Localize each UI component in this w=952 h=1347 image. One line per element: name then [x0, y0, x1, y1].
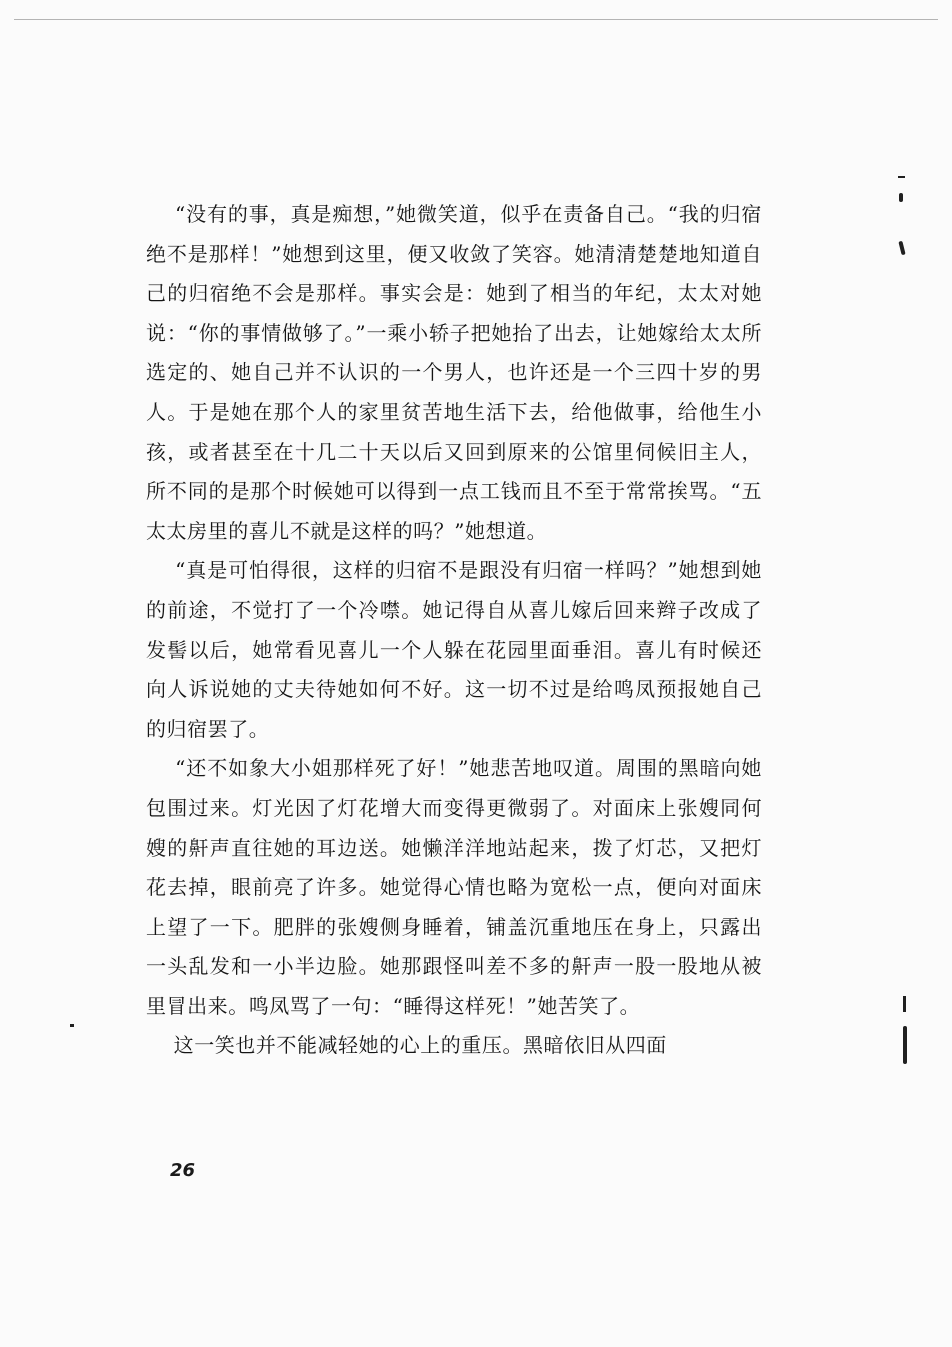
page-number: 26: [170, 1160, 196, 1181]
scan-mark: [903, 1026, 907, 1064]
paragraph-2: “真是可怕得很，这样的归宿不是跟没有归宿一样吗？”她想到她的前途，不觉打了一个冷噤。她记得自从喜儿嫁后回来辫子改成了发髻以后，她常看见喜儿一个人躲在花园里面垂泪。喜儿有时候还向人诉说她的丈夫待她如何不好。这一切不过是给鸣凤预报她自己的归宿罢了。: [146, 558, 762, 741]
scan-mark: [898, 241, 905, 256]
scan-speck: [70, 1024, 74, 1027]
scan-mark: [898, 176, 905, 178]
paragraph-3: “还不如象大小姐那样死了好！”她悲苦地叹道。周围的黑暗向她包围过来。灯光因了灯花增大而变得更微弱了。对面床上张嫂同何嫂的鼾声直往她的耳边送。她懒洋洋地站起来，拨了灯芯，又把灯花去掉，眼前亮了许多。她觉得心情也略为宽松一点，便向对面床上望了一下。肥胖的张嫂侧身睡着，铺盖沉重地压在身上，只露出一头乱发和一小半边脸。她那跟怪叫差不多的鼾声一股一股地从被里冒出来。鸣凤骂了一句：“睡得这样死！”她苦笑了。: [146, 756, 762, 1018]
body-text: [146, 195, 762, 1066]
top-rule: [14, 19, 938, 20]
scan-mark: [899, 193, 903, 202]
paragraph-4: 这一笑也并不能减轻她的心上的重压。黑暗依旧从四面: [146, 1033, 667, 1058]
scan-mark: [903, 996, 906, 1012]
paragraph-1: “没有的事，真是痴想，”她微笑道，似乎在责备自己。“我的归宿绝不是那样！”她想到这里，便又收敛了笑容。她清清楚楚地知道自己的归宿绝不会是那样。事实会是：她到了相当的年纪，太太对她说：“你的事情做够了。”一乘小轿子把她抬了出去，让她嫁给太太所选定的、她自己并不认识的一个男人，也许还是一个三四十岁的男人。于是她在那个人的家里贫苦地生活下去，给他做事，给他生小孩，或者甚至在十几二十天以后又回到原来的公馆里伺候旧主人，所不同的是那个时候她可以得到一点工钱而且不至于常常挨骂。“五太太房里的喜儿不就是这样的吗？”她想道。: [146, 202, 762, 543]
